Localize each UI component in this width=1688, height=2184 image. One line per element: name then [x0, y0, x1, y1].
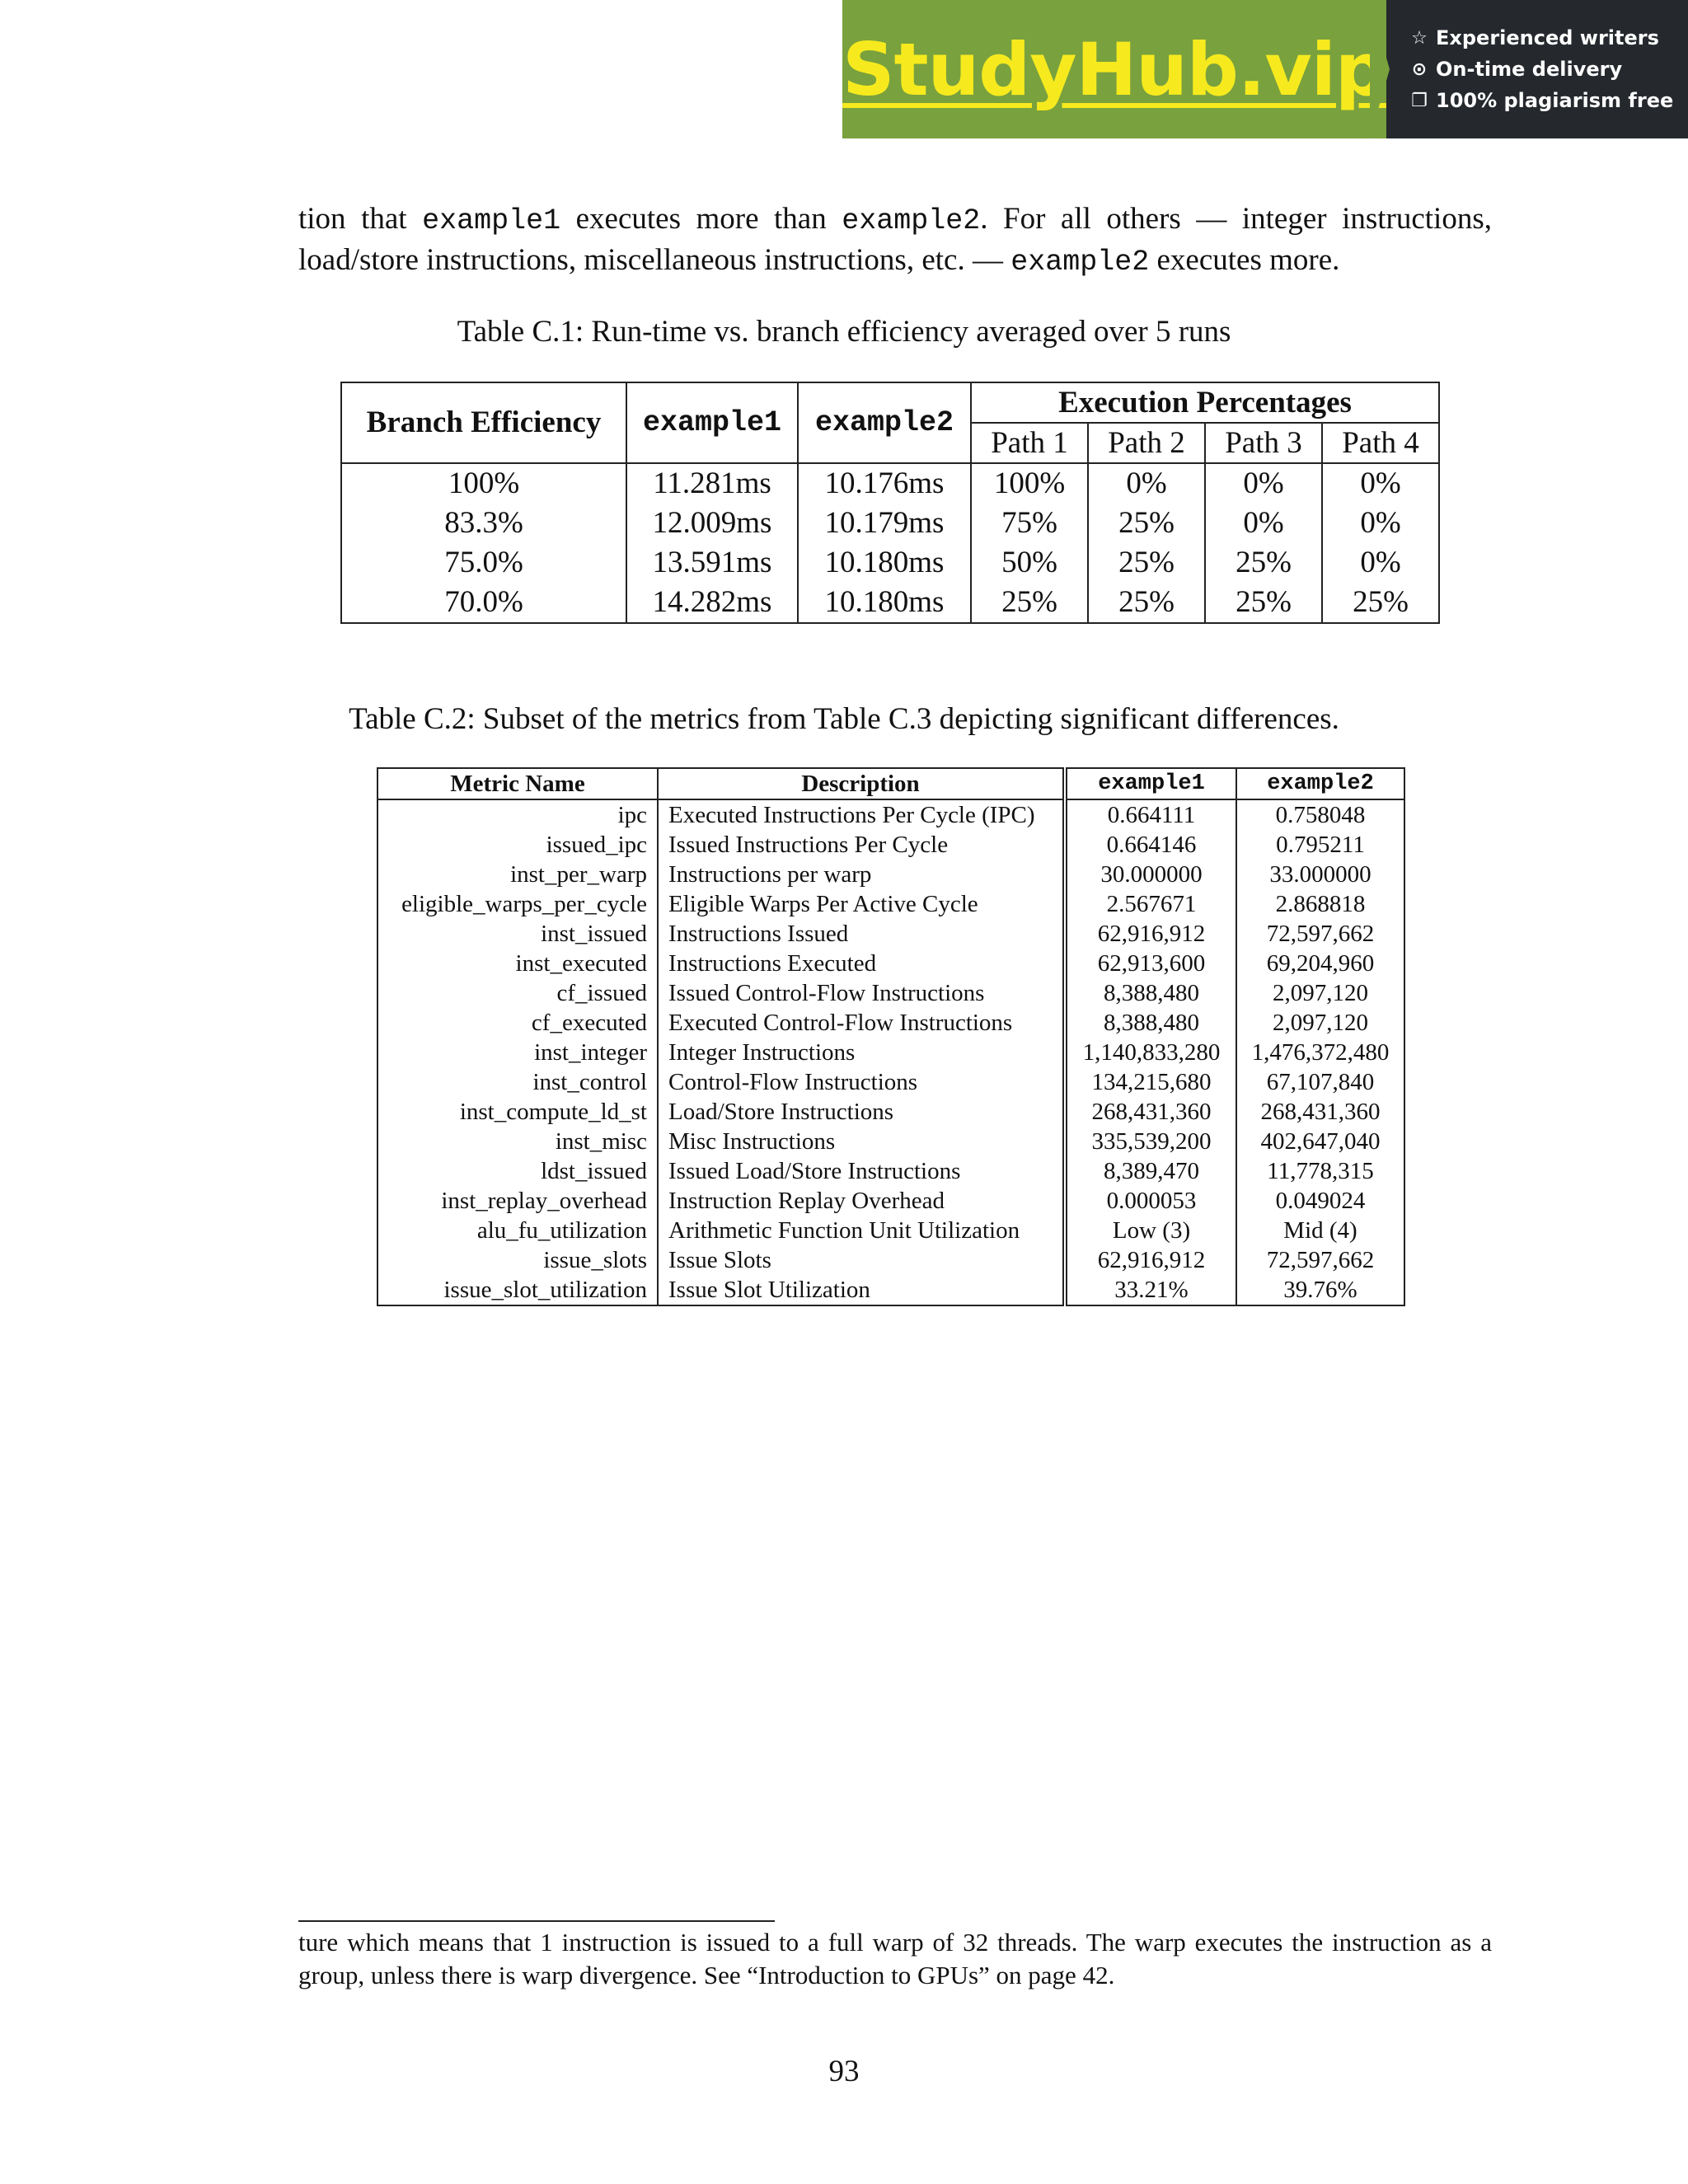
paragraph-text: executes more.: [1149, 243, 1340, 277]
header-description: Description: [658, 768, 1065, 799]
cell-path-4: 0%: [1322, 543, 1439, 583]
cell-example1: 335,539,200: [1065, 1127, 1236, 1156]
cell-efficiency: 70.0%: [341, 583, 626, 623]
cell-example1: 62,916,912: [1065, 919, 1236, 949]
cell-efficiency: 75.0%: [341, 543, 626, 583]
cell-example2: 268,431,360: [1236, 1097, 1404, 1127]
cell-metric-name: ipc: [377, 799, 658, 830]
cell-example1: 134,215,680: [1065, 1067, 1236, 1097]
table-row: [377, 799, 1404, 830]
cell-example2: 10.176ms: [798, 463, 971, 504]
cell-example2: 33.000000: [1236, 860, 1404, 889]
cell-description: Issue Slots: [658, 1245, 1065, 1275]
cell-example1: 62,916,912: [1065, 1245, 1236, 1275]
cell-example2: 72,597,662: [1236, 919, 1404, 949]
cell-example2: 72,597,662: [1236, 1245, 1404, 1275]
cell-path-4: 0%: [1322, 504, 1439, 543]
header-example2: example2: [1236, 768, 1404, 799]
cell-example1: 8,388,480: [1065, 978, 1236, 1008]
cell-metric-name: cf_issued: [377, 978, 658, 1008]
paragraph-text: executes more than: [560, 202, 842, 236]
table-row: [341, 504, 1439, 543]
cell-path-2: 0%: [1088, 463, 1205, 504]
cell-efficiency: 100%: [341, 463, 626, 504]
table2: [377, 767, 1405, 1306]
header-branch-efficiency: Branch Efficiency: [341, 382, 626, 463]
cell-metric-name: inst_executed: [377, 949, 658, 978]
table2-caption: Table C.2: Subset of the metrics from Table C.3 depicting significant differences.: [349, 702, 1339, 736]
cell-example1: 2.567671: [1065, 889, 1236, 919]
cell-example2: 0.758048: [1236, 799, 1404, 830]
cell-example2: 2,097,120: [1236, 978, 1404, 1008]
cell-description: Instructions Issued: [658, 919, 1065, 949]
cell-example1: Low (3): [1065, 1216, 1236, 1245]
table1: [340, 382, 1440, 624]
banner-divider: [1370, 0, 1390, 138]
table-row: [377, 1067, 1404, 1097]
cell-example2: 402,647,040: [1236, 1127, 1404, 1156]
footnote-rule: [298, 1920, 775, 1922]
header-path-4: Path 4: [1322, 423, 1439, 463]
cell-example1: 268,431,360: [1065, 1097, 1236, 1127]
cell-example1: 13.591ms: [626, 543, 798, 583]
cell-description: Issued Control-Flow Instructions: [658, 978, 1065, 1008]
cell-description: Executed Control-Flow Instructions: [658, 1008, 1065, 1038]
banner-feature: [1409, 58, 1688, 81]
cell-example1: 62,913,600: [1065, 949, 1236, 978]
banner-feature: [1409, 89, 1688, 112]
cell-description: Integer Instructions: [658, 1038, 1065, 1067]
cell-metric-name: inst_compute_ld_st: [377, 1097, 658, 1127]
cell-metric-name: inst_integer: [377, 1038, 658, 1067]
cell-example2: 10.180ms: [798, 583, 971, 623]
cell-path-3: 0%: [1205, 504, 1322, 543]
table-row: [377, 1245, 1404, 1275]
cell-description: Load/Store Instructions: [658, 1097, 1065, 1127]
cell-example2: 0.049024: [1236, 1186, 1404, 1216]
cell-path-4: 25%: [1322, 583, 1439, 623]
table-row: [377, 1275, 1404, 1305]
cell-metric-name: inst_issued: [377, 919, 658, 949]
cell-description: Issued Load/Store Instructions: [658, 1156, 1065, 1186]
cell-example1: 8,389,470: [1065, 1156, 1236, 1186]
table-row: [377, 919, 1404, 949]
star-icon: ☆: [1411, 27, 1428, 49]
cell-example2: 1,476,372,480: [1236, 1038, 1404, 1067]
cell-metric-name: cf_executed: [377, 1008, 658, 1038]
clock-icon: ⊙: [1411, 59, 1428, 80]
table-row: [377, 830, 1404, 860]
header-example1: example1: [1065, 768, 1236, 799]
table2-body: [377, 799, 1404, 1305]
table-row: [341, 463, 1439, 504]
cell-example2: 10.180ms: [798, 543, 971, 583]
paragraph-text: tion that: [298, 202, 423, 236]
cell-example2: Mid (4): [1236, 1216, 1404, 1245]
header-path-1: Path 1: [971, 423, 1088, 463]
cell-description: Instructions Executed: [658, 949, 1065, 978]
cell-example2: 10.179ms: [798, 504, 971, 543]
table-row: [377, 1156, 1404, 1186]
cell-description: Arithmetic Function Unit Utilization: [658, 1216, 1065, 1245]
cell-path-3: 25%: [1205, 543, 1322, 583]
cell-example2: 2.868818: [1236, 889, 1404, 919]
table-row: [377, 1008, 1404, 1038]
code-example2: example2: [1010, 246, 1150, 279]
banner-feature: [1409, 26, 1688, 49]
cell-metric-name: inst_replay_overhead: [377, 1186, 658, 1216]
cell-path-1: 25%: [971, 583, 1088, 623]
header-path-2: Path 2: [1088, 423, 1205, 463]
table-row: [377, 1038, 1404, 1067]
cell-example1: 11.281ms: [626, 463, 798, 504]
table-row: [377, 1216, 1404, 1245]
header-execution-percentages: Execution Percentages: [971, 382, 1439, 423]
cell-path-2: 25%: [1088, 504, 1205, 543]
cell-description: Executed Instructions Per Cycle (IPC): [658, 799, 1065, 830]
table-row: [377, 978, 1404, 1008]
header-path-3: Path 3: [1205, 423, 1322, 463]
copy-icon: ❐: [1411, 90, 1428, 111]
cell-example2: 67,107,840: [1236, 1067, 1404, 1097]
cell-example2: 11,778,315: [1236, 1156, 1404, 1186]
footnote: ture which means that 1 instruction is issued to a full warp of 32 threads. The warp executes the instruction as a group, unless there is warp divergence. See “Introduction to GPUs” on page 42.: [298, 1928, 1492, 1990]
cell-description: Eligible Warps Per Active Cycle: [658, 889, 1065, 919]
cell-example1: 0.664111: [1065, 799, 1236, 830]
cell-example2: 2,097,120: [1236, 1008, 1404, 1038]
banner-feature-label: Experienced writers: [1436, 26, 1659, 49]
banner-logo[interactable]: [842, 0, 1386, 138]
table-row: [377, 1186, 1404, 1216]
table-row: [377, 949, 1404, 978]
cell-example1: 0.664146: [1065, 830, 1236, 860]
cell-description: Instructions per warp: [658, 860, 1065, 889]
cell-example2: 39.76%: [1236, 1275, 1404, 1305]
paragraph-text: . For all others — integer instructions, load/store instructions, miscellaneous instructions, etc. —: [298, 202, 1492, 277]
table1-caption: Table C.1: Run-time vs. branch efficiency averaged over 5 runs: [457, 315, 1231, 349]
table-row: [341, 543, 1439, 583]
cell-metric-name: issued_ipc: [377, 830, 658, 860]
page-number: 93: [828, 2055, 860, 2088]
ad-banner[interactable]: [842, 0, 1688, 138]
cell-metric-name: alu_fu_utilization: [377, 1216, 658, 1245]
cell-example2: 0.795211: [1236, 830, 1404, 860]
cell-path-2: 25%: [1088, 583, 1205, 623]
table-row: [377, 889, 1404, 919]
table-row: [377, 1127, 1404, 1156]
cell-metric-name: inst_misc: [377, 1127, 658, 1156]
banner-features: [1386, 0, 1688, 138]
cell-description: Instruction Replay Overhead: [658, 1186, 1065, 1216]
cell-efficiency: 83.3%: [341, 504, 626, 543]
banner-feature-label: 100% plagiarism free: [1436, 89, 1674, 112]
header-example2: example2: [798, 382, 971, 463]
cell-description: Issue Slot Utilization: [658, 1275, 1065, 1305]
cell-path-1: 100%: [971, 463, 1088, 504]
cell-path-3: 25%: [1205, 583, 1322, 623]
banner-logo-text: StudyHub.vip: [842, 26, 1386, 112]
table-row: [377, 860, 1404, 889]
code-example2: example2: [842, 204, 981, 237]
cell-example1: 14.282ms: [626, 583, 798, 623]
cell-metric-name: eligible_warps_per_cycle: [377, 889, 658, 919]
table-row: [377, 1097, 1404, 1127]
cell-example1: 12.009ms: [626, 504, 798, 543]
cell-example1: 33.21%: [1065, 1275, 1236, 1305]
cell-metric-name: inst_per_warp: [377, 860, 658, 889]
cell-metric-name: issue_slots: [377, 1245, 658, 1275]
cell-metric-name: issue_slot_utilization: [377, 1275, 658, 1305]
cell-path-1: 50%: [971, 543, 1088, 583]
cell-example2: 69,204,960: [1236, 949, 1404, 978]
cell-path-3: 0%: [1205, 463, 1322, 504]
header-example1: example1: [626, 382, 798, 463]
cell-metric-name: inst_control: [377, 1067, 658, 1097]
cell-example1: 0.000053: [1065, 1186, 1236, 1216]
cell-example1: 30.000000: [1065, 860, 1236, 889]
banner-feature-label: On-time delivery: [1436, 58, 1623, 81]
body-paragraph: [298, 199, 1492, 282]
table-row: [341, 583, 1439, 623]
cell-path-2: 25%: [1088, 543, 1205, 583]
cell-example1: 1,140,833,280: [1065, 1038, 1236, 1067]
cell-description: Control-Flow Instructions: [658, 1067, 1065, 1097]
cell-metric-name: ldst_issued: [377, 1156, 658, 1186]
cell-description: Issued Instructions Per Cycle: [658, 830, 1065, 860]
cell-path-1: 75%: [971, 504, 1088, 543]
header-metric-name: Metric Name: [377, 768, 658, 799]
cell-description: Misc Instructions: [658, 1127, 1065, 1156]
code-example1: example1: [422, 204, 561, 237]
cell-example1: 8,388,480: [1065, 1008, 1236, 1038]
cell-path-4: 0%: [1322, 463, 1439, 504]
